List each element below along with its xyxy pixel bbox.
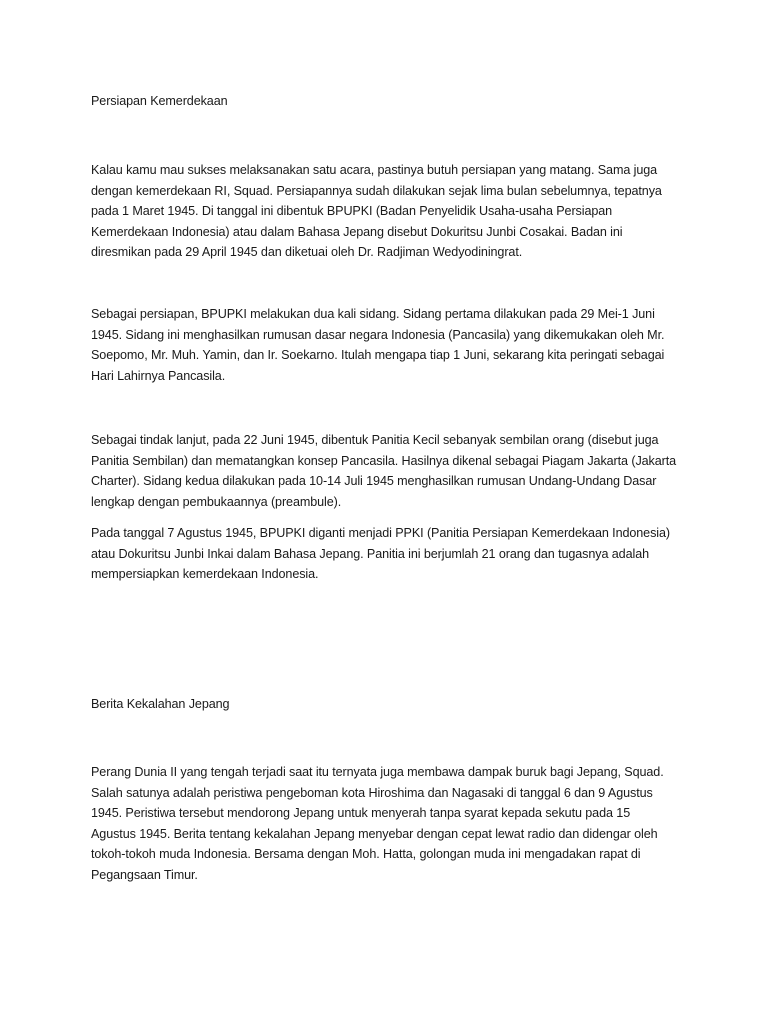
text-line: Kalau kamu mau sukses melaksanakan satu acara, pastinya butuh persiapan yang matang. Sama juga bbox=[91, 163, 658, 177]
text-line: 1945. Peristiwa tersebut mendorong Jepang untuk menyerah tanpa syarat kepada sekutu pada 15 bbox=[91, 806, 631, 821]
section-heading-persiapan: Persiapan Kemerdekaan bbox=[91, 94, 228, 108]
text-line: tokoh-tokoh muda Indonesia. Bersama dengan Moh. Hatta, golongan muda ini mengadakan rapat di bbox=[91, 847, 641, 862]
text-line: Sebagai persiapan, BPUPKI melakukan dua kali sidang. Sidang pertama dilakukan pada 29 Mei-1 Juni bbox=[91, 307, 655, 321]
text-line: lengkap dengan pembukaannya (preambule). bbox=[91, 494, 342, 509]
paragraph-panitia-sembilan bbox=[91, 430, 691, 512]
text-line: Salah satunya adalah peristiwa pengeboman kota Hiroshima dan Nagasaki di tanggal 6 dan 9 Agustus bbox=[91, 785, 653, 800]
text-line: Perang Dunia II yang tengah terjadi saat itu ternyata juga membawa dampak buruk bagi Jepang, Squad. bbox=[91, 765, 664, 779]
text-line: mempersiapkan kemerdekaan Indonesia. bbox=[91, 567, 319, 582]
text-line: 1945. Sidang ini menghasilkan rumusan dasar negara Indonesia (Pancasila) yang dikemukakan oleh Mr. bbox=[91, 327, 665, 342]
text-line: Kemerdekaan Indonesia) atau dalam Bahasa Jepang disebut Dokuritsu Junbi Cosakai. Badan ini bbox=[91, 224, 623, 239]
text-line: Soepomo, Mr. Muh. Yamin, dan Ir. Soekarno. Itulah mengapa tiap 1 Juni, sekarang kita peringati sebagai bbox=[91, 348, 665, 363]
paragraph-bpupki-formation bbox=[91, 160, 691, 263]
text-line: Charter). Sidang kedua dilakukan pada 10-14 Juli 1945 menghasilkan rumusan Undang-Undang Dasar bbox=[91, 474, 657, 489]
paragraph-japan-defeat bbox=[91, 762, 691, 886]
text-line: Hari Lahirnya Pancasila. bbox=[91, 368, 226, 383]
text-line: Sebagai tindak lanjut, pada 22 Juni 1945, dibentuk Panitia Kecil sebanyak sembilan orang (disebut juga bbox=[91, 433, 659, 447]
paragraph-first-session bbox=[91, 304, 691, 386]
text-line: Panitia Sembilan) dan mematangkan konsep Pancasila. Hasilnya dikenal sebagai Piagam Jakarta (Jakarta bbox=[91, 453, 677, 468]
text-line: dengan kemerdekaan RI, Squad. Persiapannya sudah dilakukan sejak lima bulan sebelumnya, tepatnya bbox=[91, 183, 662, 198]
text-line: Pada tanggal 7 Agustus 1945, BPUPKI diganti menjadi PPKI (Panitia Persiapan Kemerdekaan Indonesia) bbox=[91, 526, 670, 540]
text-line: pada 1 Maret 1945. Di tanggal ini dibentuk BPUPKI (Badan Penyelidik Usaha-usaha Persiapan bbox=[91, 204, 613, 219]
text-line: atau Dokuritsu Junbi Inkai dalam Bahasa Jepang. Panitia ini berjumlah 21 orang dan tugasnya adalah bbox=[91, 546, 649, 561]
text-line: diresmikan pada 29 April 1945 dan diketuai oleh Dr. Radjiman Wedyodiningrat. bbox=[91, 245, 523, 260]
text-line: Pegangsaan Timur. bbox=[91, 867, 198, 882]
text-line: Agustus 1945. Berita tentang kekalahan Jepang menyebar dengan cepat lewat radio dan didengar oleh bbox=[91, 826, 658, 841]
paragraph-ppki bbox=[91, 523, 691, 585]
section-heading-kekalahan-jepang: Berita Kekalahan Jepang bbox=[91, 697, 230, 711]
